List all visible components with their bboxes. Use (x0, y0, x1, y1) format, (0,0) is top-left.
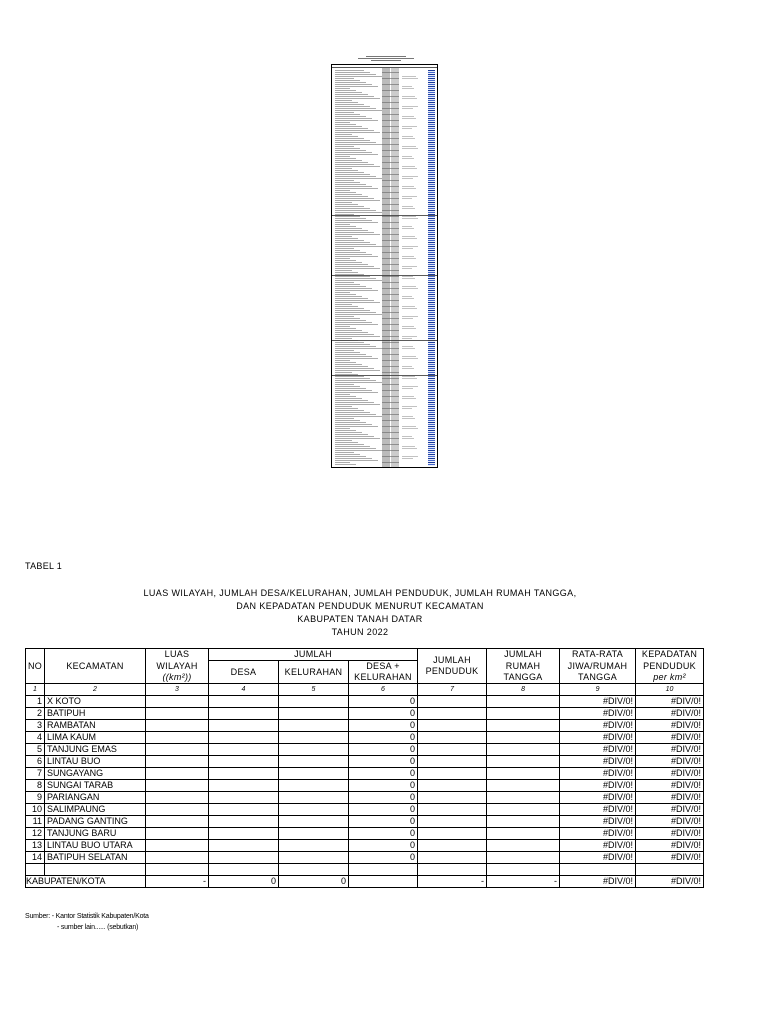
row-rata: #DIV/0! (560, 816, 636, 828)
header-no: NO (26, 649, 45, 684)
row-desa-kelurahan: 0 (349, 732, 418, 744)
row-desa-kelurahan: 0 (349, 816, 418, 828)
col-num: 4 (209, 684, 279, 696)
row-penduduk (418, 852, 487, 864)
row-luas (146, 840, 209, 852)
row-kepadatan: #DIV/0! (636, 792, 704, 804)
row-rt (487, 828, 560, 840)
row-kelurahan (279, 768, 349, 780)
row-kecamatan: TANJUNG EMAS (45, 744, 146, 756)
header-rt-2: RUMAH (487, 661, 560, 672)
row-no: 8 (26, 780, 45, 792)
row-kelurahan (279, 828, 349, 840)
row-luas (146, 720, 209, 732)
header-luas-unit: (km²) (165, 671, 189, 682)
row-penduduk (418, 720, 487, 732)
row-luas (146, 708, 209, 720)
row-desa-kelurahan: 0 (349, 708, 418, 720)
header-rata-2: JIWA/RUMAH (560, 661, 636, 672)
col-num: 6 (349, 684, 418, 696)
row-desa-kelurahan: 0 (349, 840, 418, 852)
header-luas-3: ((km²)) (146, 672, 209, 684)
row-kelurahan (279, 816, 349, 828)
col-num: 10 (636, 684, 704, 696)
row-desa-kelurahan: 0 (349, 696, 418, 708)
row-desa (209, 756, 279, 768)
source-line-1: Sumber: - Kantor Statistik Kabupaten/Kota (25, 913, 149, 920)
row-rata: #DIV/0! (560, 828, 636, 840)
source-line-2: - sumber lain...... (sebutkan) (57, 924, 139, 931)
row-kelurahan (279, 792, 349, 804)
table-label: TABEL 1 (25, 561, 63, 571)
row-desa (209, 852, 279, 864)
row-kelurahan (279, 840, 349, 852)
header-jumlah: JUMLAH (209, 649, 418, 661)
total-kepadatan: #DIV/0! (636, 876, 704, 888)
row-penduduk (418, 792, 487, 804)
total-rata: #DIV/0! (560, 876, 636, 888)
row-penduduk (418, 756, 487, 768)
row-rata: #DIV/0! (560, 768, 636, 780)
row-rt (487, 780, 560, 792)
header-kep-2: PENDUDUK (636, 661, 704, 672)
source-note (25, 911, 149, 933)
row-no: 11 (26, 816, 45, 828)
header-penduduk-1: JUMLAH (433, 655, 471, 665)
row-kelurahan (279, 744, 349, 756)
table-row (26, 828, 704, 840)
row-rata: #DIV/0! (560, 852, 636, 864)
spreadsheet-thumbnail (331, 64, 438, 468)
header-rata-1: RATA-RATA (560, 649, 636, 661)
table-title-block (90, 587, 630, 639)
row-desa-kelurahan: 0 (349, 828, 418, 840)
row-rt (487, 804, 560, 816)
row-kepadatan: #DIV/0! (636, 780, 704, 792)
row-rata: #DIV/0! (560, 840, 636, 852)
row-kelurahan (279, 732, 349, 744)
row-rt (487, 768, 560, 780)
row-desa-kelurahan: 0 (349, 780, 418, 792)
row-penduduk (418, 816, 487, 828)
row-kepadatan: #DIV/0! (636, 732, 704, 744)
row-kepadatan: #DIV/0! (636, 816, 704, 828)
total-desa: 0 (209, 876, 279, 888)
thumbnail-drawing (332, 65, 437, 467)
title-line-1: LUAS WILAYAH, JUMLAH DESA/KELURAHAN, JUMLAH PENDUDUK, JUMLAH RUMAH TANGGA, (143, 588, 577, 598)
total-row (26, 876, 704, 888)
row-desa (209, 816, 279, 828)
row-no: 14 (26, 852, 45, 864)
row-luas (146, 744, 209, 756)
row-rt (487, 708, 560, 720)
row-desa (209, 792, 279, 804)
row-no: 7 (26, 768, 45, 780)
row-desa (209, 840, 279, 852)
row-rata: #DIV/0! (560, 696, 636, 708)
col-num: 1 (26, 684, 45, 696)
row-luas (146, 756, 209, 768)
table-row (26, 720, 704, 732)
header-desa-kel-2: KELURAHAN (354, 672, 412, 682)
col-num: 9 (560, 684, 636, 696)
row-kecamatan: LIMA KAUM (45, 732, 146, 744)
row-desa-kelurahan: 0 (349, 792, 418, 804)
col-num: 3 (146, 684, 209, 696)
row-luas (146, 792, 209, 804)
row-kelurahan (279, 708, 349, 720)
row-kecamatan: SUNGAI TARAB (45, 780, 146, 792)
table-row (26, 732, 704, 744)
row-rata: #DIV/0! (560, 744, 636, 756)
header-kep-1: KEPADATAN (636, 649, 704, 661)
col-num: 5 (279, 684, 349, 696)
row-luas (146, 852, 209, 864)
total-kelurahan: 0 (279, 876, 349, 888)
row-desa-kelurahan: 0 (349, 756, 418, 768)
total-penduduk: - (418, 876, 487, 888)
total-luas: - (146, 876, 209, 888)
thumbnail-title-lines (356, 56, 416, 62)
total-label: KABUPATEN/KOTA (26, 876, 146, 888)
row-kecamatan: LINTAU BUO UTARA (45, 840, 146, 852)
table-row (26, 756, 704, 768)
data-table (25, 648, 704, 888)
row-rata: #DIV/0! (560, 804, 636, 816)
row-penduduk (418, 828, 487, 840)
row-kepadatan: #DIV/0! (636, 744, 704, 756)
row-kecamatan: BATIPUH SELATAN (45, 852, 146, 864)
row-no: 2 (26, 708, 45, 720)
table-row (26, 708, 704, 720)
row-kepadatan: #DIV/0! (636, 720, 704, 732)
row-rata: #DIV/0! (560, 780, 636, 792)
header-kep-3: per km² (636, 672, 704, 684)
row-kepadatan: #DIV/0! (636, 696, 704, 708)
row-kecamatan: SUNGAYANG (45, 768, 146, 780)
header-penduduk-2: PENDUDUK (425, 666, 479, 676)
table-row (26, 780, 704, 792)
row-no: 6 (26, 756, 45, 768)
row-no: 13 (26, 840, 45, 852)
row-luas (146, 780, 209, 792)
row-penduduk (418, 732, 487, 744)
row-desa-kelurahan: 0 (349, 744, 418, 756)
table-row (26, 804, 704, 816)
row-no: 9 (26, 792, 45, 804)
header-kelurahan: KELURAHAN (279, 661, 349, 684)
row-penduduk (418, 780, 487, 792)
column-number-row (26, 684, 704, 696)
row-penduduk (418, 840, 487, 852)
row-no: 10 (26, 804, 45, 816)
table-row (26, 696, 704, 708)
row-rt (487, 816, 560, 828)
row-desa (209, 804, 279, 816)
table-row (26, 816, 704, 828)
row-kepadatan: #DIV/0! (636, 708, 704, 720)
row-rt (487, 732, 560, 744)
row-luas (146, 768, 209, 780)
row-luas (146, 816, 209, 828)
row-no: 5 (26, 744, 45, 756)
header-luas-2: WILAYAH (146, 661, 209, 672)
row-desa-kelurahan: 0 (349, 768, 418, 780)
row-luas (146, 804, 209, 816)
row-penduduk (418, 804, 487, 816)
row-kelurahan (279, 696, 349, 708)
row-luas (146, 828, 209, 840)
row-no: 1 (26, 696, 45, 708)
row-kelurahan (279, 720, 349, 732)
row-kecamatan: RAMBATAN (45, 720, 146, 732)
row-rt (487, 840, 560, 852)
row-kecamatan: LINTAU BUO (45, 756, 146, 768)
row-rt (487, 720, 560, 732)
row-rata: #DIV/0! (560, 792, 636, 804)
row-no: 12 (26, 828, 45, 840)
blank-row (26, 864, 704, 876)
row-no: 4 (26, 732, 45, 744)
col-num: 7 (418, 684, 487, 696)
title-line-3: KABUPATEN TANAH DATAR (297, 614, 423, 624)
table-row (26, 852, 704, 864)
row-kecamatan: BATIPUH (45, 708, 146, 720)
row-rt (487, 756, 560, 768)
row-desa-kelurahan: 0 (349, 720, 418, 732)
row-desa (209, 720, 279, 732)
header-penduduk (418, 649, 487, 684)
header-desa-kelurahan (349, 661, 418, 684)
row-desa (209, 696, 279, 708)
row-desa (209, 768, 279, 780)
table-row (26, 744, 704, 756)
table-row (26, 840, 704, 852)
table-row (26, 768, 704, 780)
header-rata-3: TANGGA (560, 672, 636, 684)
row-desa (209, 828, 279, 840)
col-num: 2 (45, 684, 146, 696)
row-kecamatan: TANJUNG BARU (45, 828, 146, 840)
row-kelurahan (279, 780, 349, 792)
row-kelurahan (279, 804, 349, 816)
row-rt (487, 852, 560, 864)
header-luas-1: LUAS (146, 649, 209, 661)
row-kelurahan (279, 852, 349, 864)
header-desa-kel-1: DESA + (366, 661, 400, 671)
row-luas (146, 732, 209, 744)
row-desa (209, 732, 279, 744)
row-kepadatan: #DIV/0! (636, 852, 704, 864)
row-kepadatan: #DIV/0! (636, 756, 704, 768)
row-kepadatan: #DIV/0! (636, 804, 704, 816)
title-line-2: DAN KEPADATAN PENDUDUK MENURUT KECAMATAN (236, 601, 484, 611)
header-desa: DESA (209, 661, 279, 684)
col-num: 8 (487, 684, 560, 696)
row-desa-kelurahan: 0 (349, 804, 418, 816)
row-penduduk (418, 708, 487, 720)
row-luas (146, 696, 209, 708)
row-desa (209, 744, 279, 756)
row-kepadatan: #DIV/0! (636, 768, 704, 780)
row-kelurahan (279, 756, 349, 768)
row-rata: #DIV/0! (560, 756, 636, 768)
row-desa (209, 780, 279, 792)
row-desa-kelurahan: 0 (349, 852, 418, 864)
row-rt (487, 696, 560, 708)
row-rata: #DIV/0! (560, 720, 636, 732)
row-kecamatan: SALIMPAUNG (45, 804, 146, 816)
table-row (26, 792, 704, 804)
row-desa (209, 708, 279, 720)
total-rt: - (487, 876, 560, 888)
row-rt (487, 792, 560, 804)
row-kecamatan: X KOTO (45, 696, 146, 708)
header-rt-1: JUMLAH (487, 649, 560, 661)
row-rata: #DIV/0! (560, 732, 636, 744)
row-rt (487, 744, 560, 756)
total-desa-kelurahan (349, 876, 418, 888)
row-kecamatan: PARIANGAN (45, 792, 146, 804)
row-no: 3 (26, 720, 45, 732)
row-kepadatan: #DIV/0! (636, 828, 704, 840)
row-kepadatan: #DIV/0! (636, 840, 704, 852)
header-kecamatan: KECAMATAN (45, 649, 146, 684)
row-penduduk (418, 696, 487, 708)
header-rt-3: TANGGA (487, 672, 560, 684)
row-penduduk (418, 768, 487, 780)
title-line-4: TAHUN 2022 (331, 627, 389, 637)
row-penduduk (418, 744, 487, 756)
row-rata: #DIV/0! (560, 708, 636, 720)
row-kecamatan: PADANG GANTING (45, 816, 146, 828)
